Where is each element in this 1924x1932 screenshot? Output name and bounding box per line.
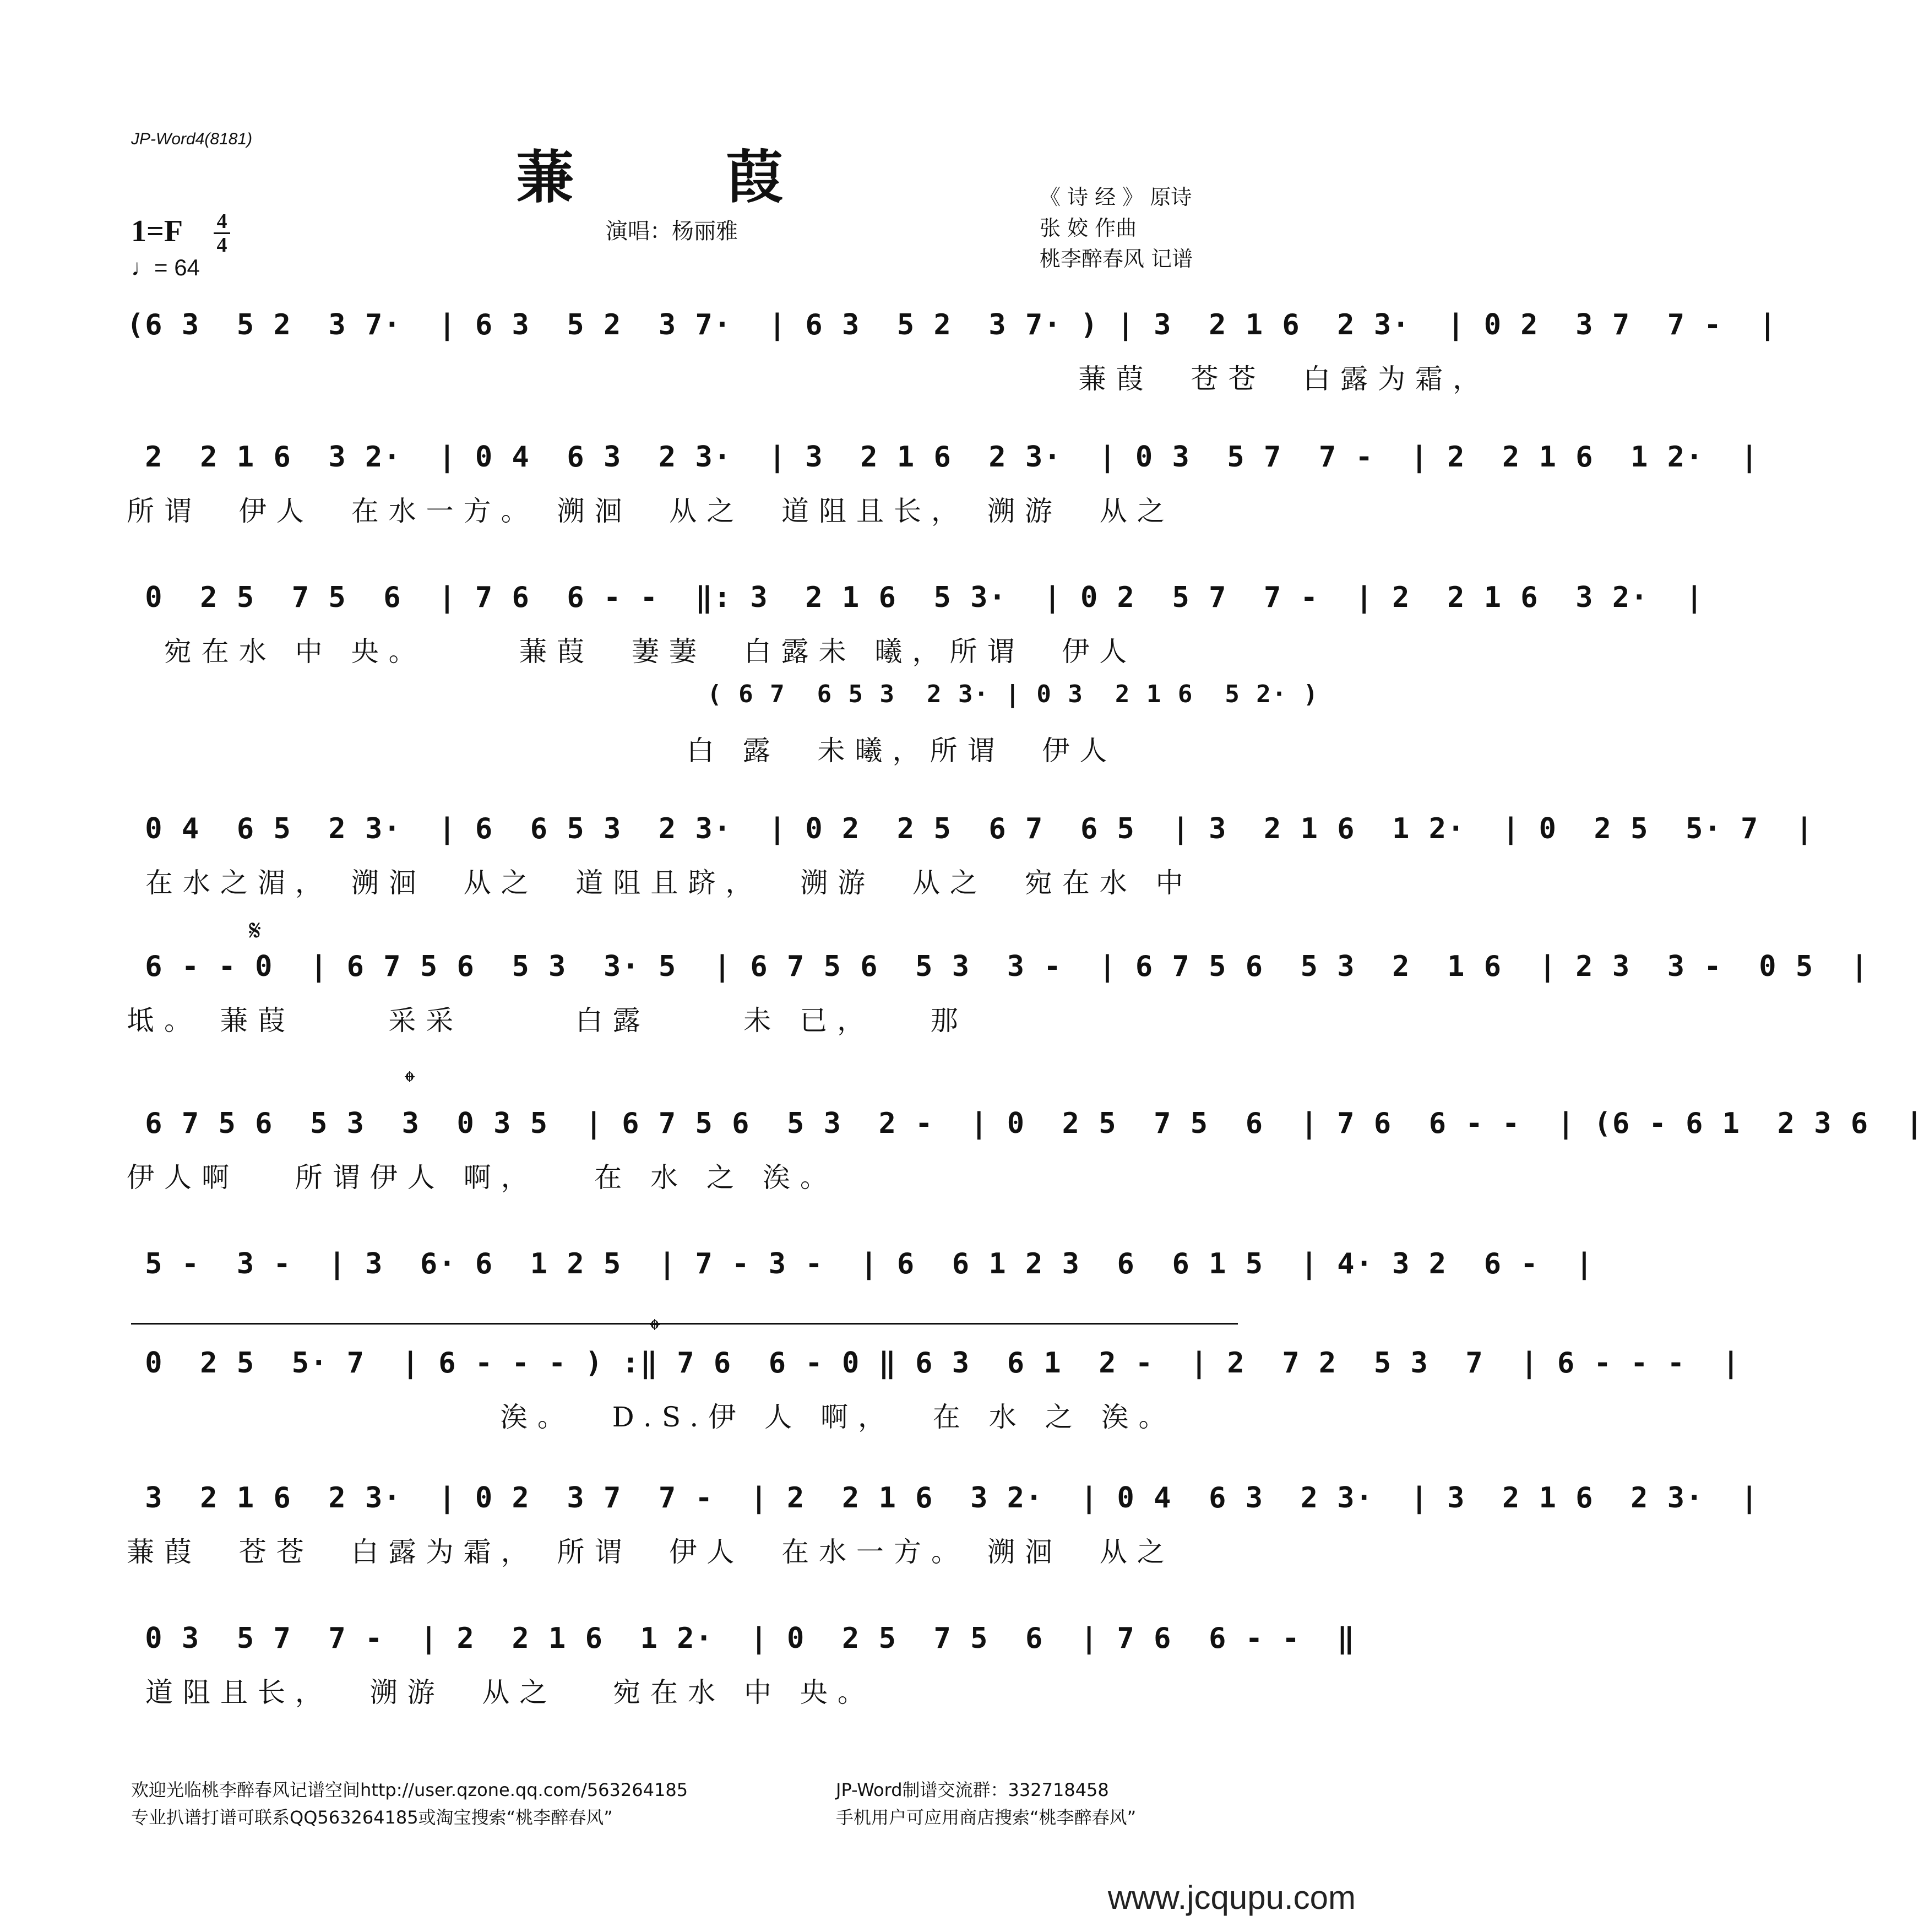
key-signature: 1=F [131,214,183,248]
notation-line: 3 2 1 6 2 3· | 0 2 3 7 7 - | 2 2 1 6 3 2· | 0 4 6 3 2 3· | 3 2 1 6 2 3· | [127,1481,1759,1515]
notation-line: 5 - 3 - | 3 6· 6 1 2 5 | 7 - 3 - | 6 6 1 2 3 6 6 1 5 | 4· 3 2 6 - | [127,1247,1594,1280]
footer-group: JP-Word制谱交流群：332718458 [836,1779,1109,1800]
lyrics-line: 坻。 蒹葭 采采 白露 未 已， 那 [127,1005,968,1036]
credit-lyrics: 《 诗 经 》 原诗 [1040,185,1192,209]
notation-line: 0 2 5 7 5 6 | 7 6 6 - - ‖: 3 2 1 6 5 3· | 0 2 5 7 7 - | 2 2 1 6 3 2· | [127,581,1704,614]
notation-line: 0 3 5 7 7 - | 2 2 1 6 1 2· | 0 2 5 7 5 6 | 7 6 6 - - ‖ [127,1622,1356,1655]
lyrics-line: 道阻且长， 溯游 从之 宛在水 中 央。 [127,1676,875,1708]
lyrics-line: 宛在水 中 央。 蒹葭 萋萋 白露未 曦，所谓 伊人 [127,636,1137,667]
credit-transcriber: 桃李醉春风 记谱 [1040,247,1193,271]
credit-composer: 张 姣 作曲 [1040,216,1137,240]
footer [131,1776,1137,1831]
score-system-6 [127,1107,1924,1194]
time-signature [214,211,230,255]
coda-icon: 𝄌 [405,1066,415,1099]
score-system-2 [127,441,1759,528]
footer-app: 手机用户可应用商店搜索“桃李醉春风” [836,1807,1137,1828]
volta-line [131,1323,1238,1325]
lyrics-line: 白 露 未曦，所谓 伊人 [127,735,1117,767]
lyrics-line: 蒹葭 苍苍 白露为霜， 所谓 伊人 在水一方。 溯洄 从之 [127,1536,1175,1568]
lyrics-line: 伊人啊 所谓伊人 啊， 在 水 之 涘。 [127,1162,838,1193]
footer-website: 欢迎光临桃李醉春风记谱空间http://user.qzone.qq.com/563264185 [131,1779,688,1800]
software-label: JP-Word4(8181) [131,130,253,148]
notation-line: 2 2 1 6 3 2· | 0 4 6 3 2 3· | 3 2 1 6 2 3· | 0 3 5 7 7 - | 2 2 1 6 1 2· | [127,441,1759,474]
credits [1040,182,1193,274]
score-system-9 [127,1481,1759,1569]
song-title: 蒹 葭 [516,143,850,211]
watermark: www.jcqupu.com [1107,1879,1356,1916]
notation-line: ( 6 7 6 5 3 2 3· | 0 3 2 1 6 5 2· ) [127,680,1319,708]
coda-icon-2: 𝄌 [650,1314,660,1347]
footer-contact: 专业扒谱打谱可联系QQ563264185或淘宝搜索“桃李醉春风” [131,1807,613,1828]
score-system-3 [127,581,1704,668]
lyrics-line: 涘。 D.S.伊 人 啊， 在 水 之 涘。 [127,1401,1176,1433]
time-bottom: 4 [216,234,227,257]
notation-line: 6 - - 0 | 6 7 5 6 5 3 3· 5 | 6 7 5 6 5 3 3 - | 6 7 5 6 5 3 2 1 6 | 2 3 3 - 0 5 | [127,950,1869,983]
segno-icon: 𝄋 [249,914,262,947]
tempo-marking: ♩= 64 [131,254,200,280]
score-system-3b [127,680,1319,767]
score-system-4 [127,812,1814,899]
time-top: 4 [216,210,227,233]
score-system-8 [127,1347,1741,1434]
lyrics-line: 蒹葭 苍苍 白露为霜， [127,363,1491,395]
notation-line: (6 3 5 2 3 7· | 6 3 5 2 3 7· | 6 3 5 2 3 7· ) | 3 2 1 6 2 3· | 0 2 3 7 7 - | [127,308,1778,341]
notation-line: 0 2 5 5· 7 | 6 - - - ) :‖ 7 6 6 - 0 ‖ 6 3 6 1 2 - | 2 7 2 5 3 7 | 6 - - - | [127,1347,1741,1380]
notation-line: 6 7 5 6 5 3 3 0 3 5 | 6 7 5 6 5 3 2 - | 0 2 5 7 5 6 | 7 6 6 - - | (6 - 6 1 2 3 6 | [127,1107,1924,1140]
score-system-1 [127,308,1778,395]
lyrics-line: 所谓 伊人 在水一方。 溯洄 从之 道阻且长， 溯游 从之 [127,495,1175,527]
singer-credit: 演唱：杨丽雅 [606,219,738,244]
score-system-7 [127,1247,1594,1291]
notation-line: 0 4 6 5 2 3· | 6 6 5 3 2 3· | 0 2 2 5 6 7 6 5 | 3 2 1 6 1 2· | 0 2 5 5· 7 | [127,812,1814,845]
score-system-5 [127,950,1869,1037]
lyrics-line: 在水之湄， 溯洄 从之 道阻且跻， 溯游 从之 宛在水 中 [127,867,1193,899]
score-system-10 [127,1622,1356,1709]
